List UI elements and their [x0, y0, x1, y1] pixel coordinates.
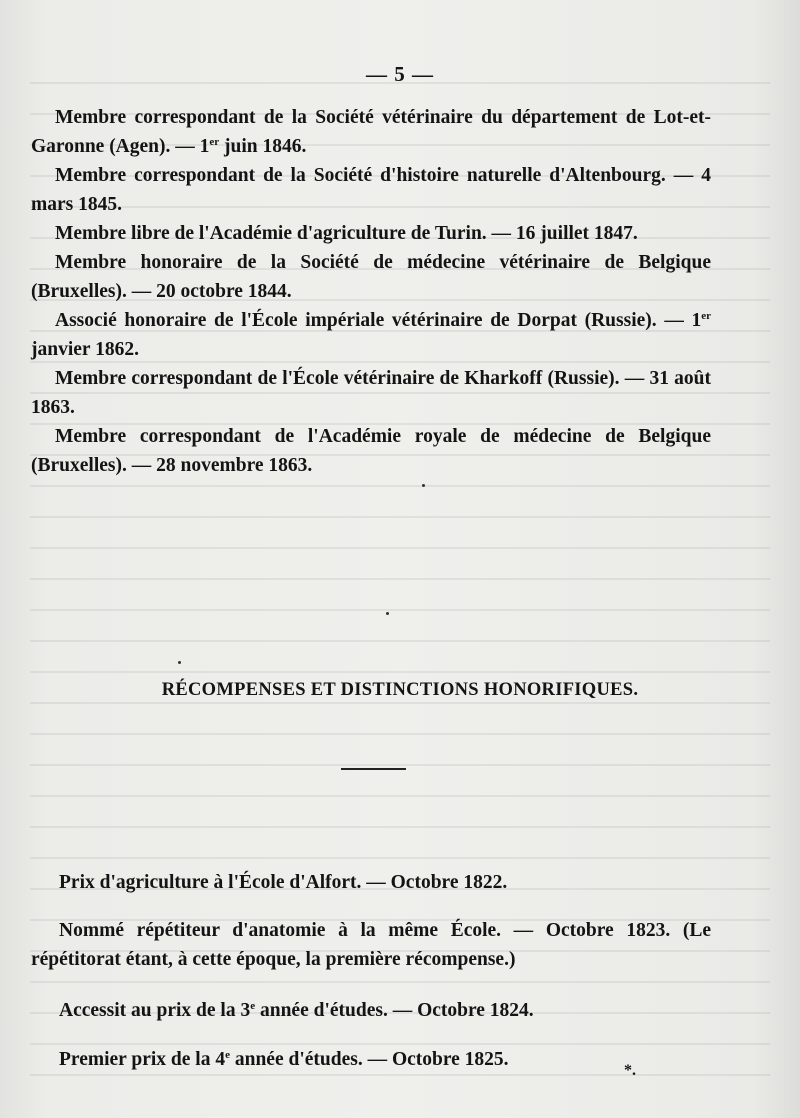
- membership-entry: Associé honoraire de l'École impériale vétérinaire de Dorpat (Russie). — 1er janvier 1862.: [31, 310, 711, 360]
- award-entry: Prix d'agriculture à l'École d'Alfort. — Octobre 1822.: [59, 871, 508, 893]
- section-heading: RÉCOMPENSES ET DISTINCTIONS HONORIFIQUES.: [161, 680, 639, 700]
- membership-entry: Membre honoraire de la Société de médecine vétérinaire de Belgique (Bruxelles). — 20 octobre 1844.: [31, 252, 711, 302]
- page-number: — 5 —: [366, 62, 434, 86]
- ink-speck: [422, 484, 425, 487]
- award-entry: Nommé répétiteur d'anatomie à la même École. — Octobre 1823. (Le répétitorat étant, à cette époque, la première récompense.): [31, 920, 711, 970]
- membership-entry: Membre correspondant de la Société d'histoire naturelle d'Altenbourg. — 4 mars 1845.: [31, 165, 711, 215]
- award-entry: Accessit au prix de la 3e année d'études. — Octobre 1824.: [59, 1000, 534, 1021]
- membership-entry: Membre correspondant de la Société vétérinaire du département de Lot-et-Garonne (Agen). — 1er juin 1846.: [31, 107, 711, 157]
- section-divider: [341, 768, 406, 770]
- membership-entry: Membre correspondant de l'Académie royale de médecine de Belgique (Bruxelles). — 28 novembre 1863.: [31, 426, 711, 476]
- footer-mark: *.: [624, 1062, 636, 1079]
- awards-list: [31, 848, 711, 1096]
- membership-entry: Membre libre de l'Académie d'agriculture de Turin. — 16 juillet 1847.: [55, 223, 638, 244]
- ink-speck: [178, 661, 181, 664]
- memberships-list: [31, 103, 711, 480]
- award-entry: Premier prix de la 4e année d'études. — Octobre 1825.: [59, 1048, 509, 1070]
- membership-entry: Membre correspondant de l'École vétérinaire de Kharkoff (Russie). — 31 août 1863.: [31, 368, 711, 418]
- ink-speck: [386, 612, 389, 615]
